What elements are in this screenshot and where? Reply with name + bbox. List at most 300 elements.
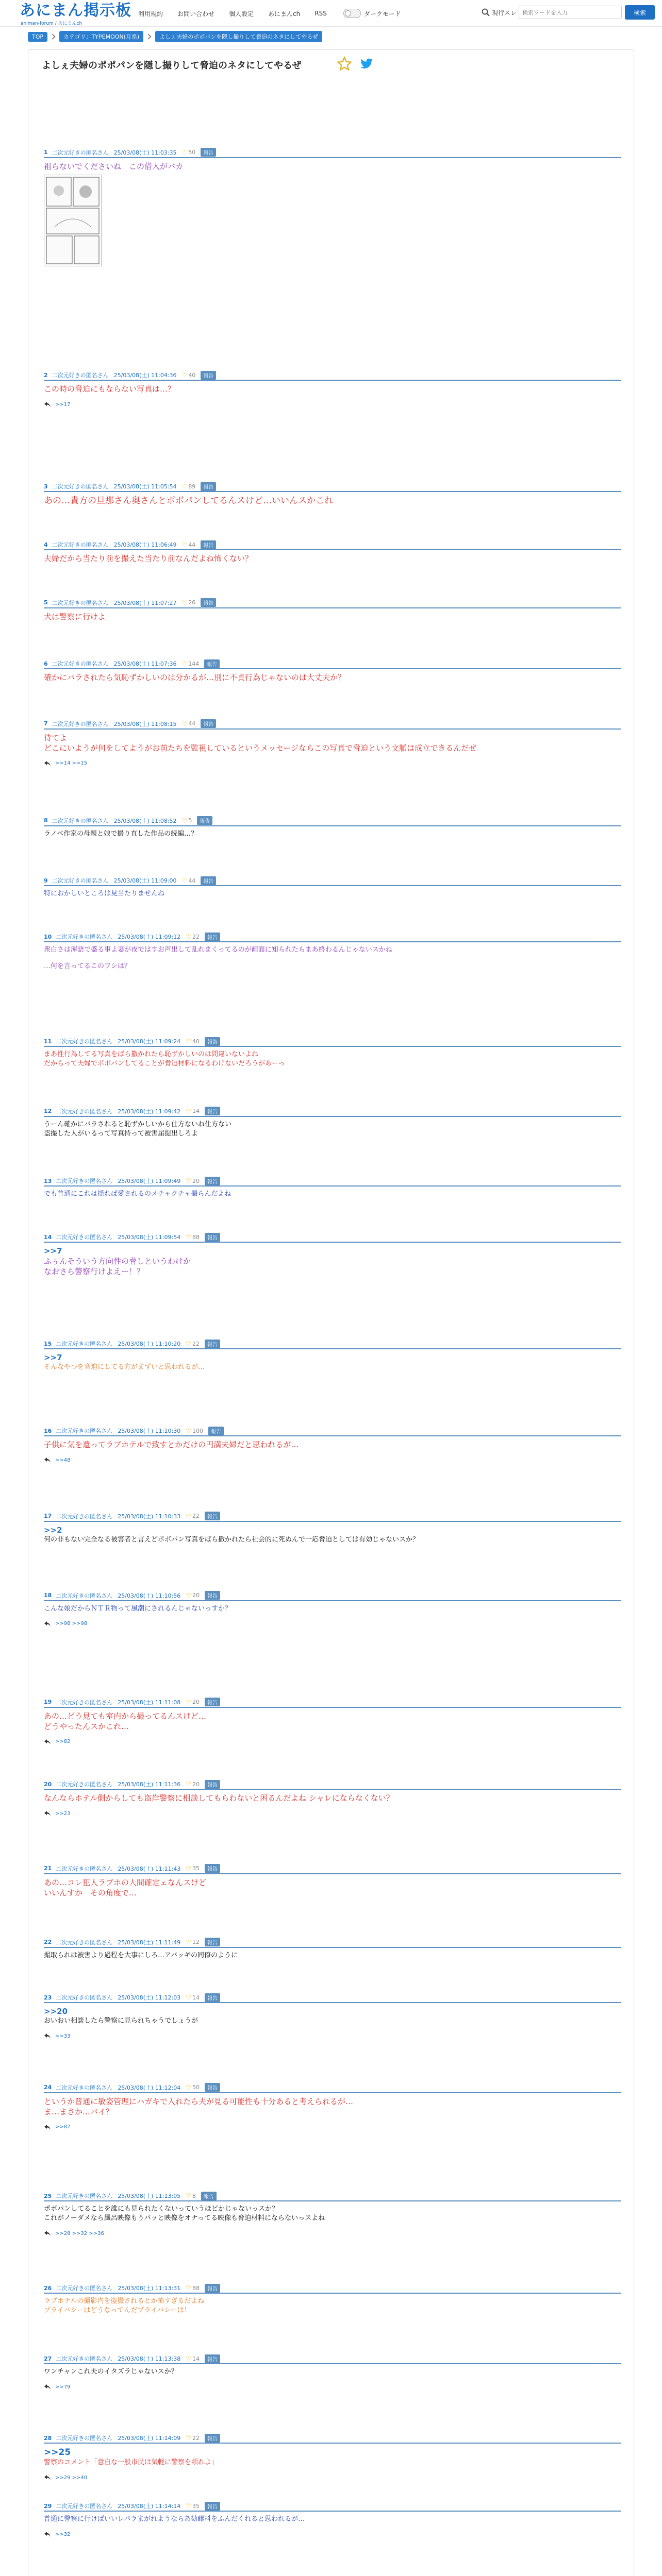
- post-text: 祖らないでくださいね この借入がバカ: [44, 161, 184, 171]
- report-button[interactable]: 報告: [205, 1698, 220, 1706]
- report-button[interactable]: 報告: [205, 1780, 220, 1789]
- twitter-icon[interactable]: [359, 57, 374, 71]
- post-date: 25/03/08(土) 11:10:20: [118, 1341, 181, 1347]
- post-body: [44, 612, 621, 622]
- site-header: [0, 0, 662, 27]
- post-text: …何を言ってるこのワシは？: [44, 962, 131, 971]
- post-body: [44, 2297, 621, 2315]
- post: [44, 1781, 621, 1817]
- reply-icon[interactable]: [44, 2531, 51, 2537]
- heart-icon[interactable]: ♡: [186, 2355, 191, 2363]
- post-date: 25/03/08(土) 11:10:30: [118, 1428, 181, 1435]
- post-number[interactable]: 15: [44, 1340, 52, 1347]
- manga-thumbnail-image: [44, 175, 101, 266]
- post-number[interactable]: 14: [44, 1233, 52, 1241]
- post-number[interactable]: 17: [44, 1513, 52, 1520]
- reply-icon[interactable]: [44, 2124, 51, 2130]
- star-icon[interactable]: [337, 56, 352, 72]
- post-date: 25/03/08(土) 11:09:42: [118, 1108, 181, 1115]
- post-author: 二次元好きの匿名さん: [56, 2355, 113, 2363]
- heart-icon[interactable]: ♡: [186, 1865, 191, 1872]
- post-body: [44, 1050, 621, 1069]
- like-count: 22: [192, 933, 200, 940]
- post-header: [44, 371, 621, 381]
- post-header: [44, 720, 621, 730]
- post: [44, 541, 621, 564]
- post-body: [44, 1604, 621, 1614]
- nav-settings[interactable]: 個人設定: [229, 10, 254, 18]
- breadcrumb-thread[interactable]: よしぇ夫婦のポボパンを隠し撮りして脅迫のネタにしてやるぜ: [155, 31, 322, 42]
- heart-icon[interactable]: ♡: [181, 877, 188, 885]
- reply-icon[interactable]: [44, 1621, 51, 1627]
- heart-icon[interactable]: ♡: [181, 817, 188, 824]
- post-text[interactable]: >>7: [44, 1246, 62, 1256]
- post: [44, 817, 621, 839]
- search-icon: [482, 8, 490, 16]
- post-text: [44, 955, 621, 962]
- heart-icon[interactable]: ♡: [186, 1698, 191, 1706]
- post: [44, 1177, 621, 1199]
- post-header: [44, 1108, 621, 1117]
- post-text: でも普通にこれは揺れば愛されるのメチャクチャ撮らんだよね: [44, 1190, 231, 1198]
- post-number[interactable]: 1: [44, 149, 48, 156]
- post-number[interactable]: 13: [44, 1177, 52, 1184]
- post-date: 25/03/08(土) 11:07:27: [113, 599, 177, 606]
- post-text: うーん確かにバラされると恥ずかしいから仕方ないね仕方ない: [44, 1120, 232, 1128]
- post-text: 警察のコメント「意自な一般市民は気軽に警察を頼れよ」: [44, 2459, 219, 2467]
- report-button[interactable]: 報告: [205, 2354, 220, 2363]
- heart-icon[interactable]: ♡: [181, 148, 188, 156]
- post-author: 二次元好きの匿名さん: [56, 2084, 113, 2091]
- post-date: 25/03/08(土) 11:05:54: [113, 483, 177, 490]
- post-text: だからって夫婦でポボパンしてることが脅迫材料になるわけないだろうがあーっ: [44, 1060, 285, 1068]
- like-count: 12: [192, 1939, 200, 1946]
- post-body: [44, 2447, 621, 2467]
- like-count: 8: [192, 2192, 196, 2199]
- post-text[interactable]: >>25: [44, 2447, 71, 2458]
- post-text: というか普通に敏姿管理にハガキで入れたら夫が見る可能性も十分あると考えられるが…: [44, 2096, 354, 2106]
- post-text: こんな娘だからＮＴＲ物って風潮にされるんじゃないっすか？: [44, 1604, 232, 1613]
- report-button[interactable]: 報告: [201, 2192, 217, 2200]
- reply-link[interactable]: >>14 >>15: [55, 760, 88, 767]
- post-number[interactable]: 4: [44, 541, 48, 548]
- like-count: 22: [192, 2434, 200, 2442]
- heart-icon[interactable]: ♡: [186, 1233, 191, 1241]
- post-text: 盗撮した人がいるって写真持って被害届提出しろよ: [44, 1129, 198, 1138]
- post-text[interactable]: >>20: [44, 2007, 68, 2016]
- like-count: 88: [192, 2284, 200, 2292]
- report-button[interactable]: 報告: [205, 1591, 220, 1600]
- reply-icon[interactable]: [44, 2475, 51, 2481]
- post-number[interactable]: 25: [44, 2192, 52, 2199]
- post: [44, 149, 621, 266]
- post-header: [44, 933, 621, 942]
- post: [44, 599, 621, 622]
- post-body: [44, 2367, 621, 2377]
- post-header: [44, 1994, 621, 2003]
- report-button[interactable]: 報告: [201, 876, 216, 885]
- reply-link[interactable]: >>29 >>40: [55, 2475, 88, 2481]
- site-logo[interactable]: [20, 2, 131, 26]
- report-button[interactable]: 報告: [205, 1037, 220, 1046]
- post-number[interactable]: 2: [44, 371, 48, 379]
- reply-link[interactable]: >>33: [55, 2033, 71, 2039]
- search-button[interactable]: 検索: [625, 5, 655, 20]
- like-count: 44: [188, 720, 196, 727]
- like-count: 100: [192, 1427, 203, 1434]
- post-body: [44, 1525, 621, 1545]
- search-scope-select[interactable]: 現行スレ: [492, 9, 517, 16]
- post-body: [44, 2006, 621, 2026]
- logo-text: あにまん掲示板: [20, 2, 131, 20]
- post-body: [44, 384, 621, 394]
- post-number[interactable]: 19: [44, 1699, 52, 1706]
- post-text: ワンチャンこれ夫のイタズラじゃないスか？: [44, 2368, 178, 2376]
- post-number[interactable]: 8: [44, 817, 48, 824]
- reply-links: [44, 2230, 621, 2236]
- post-body: [44, 1439, 621, 1450]
- post-number[interactable]: 7: [44, 720, 48, 727]
- breadcrumb-top[interactable]: TOP: [28, 32, 47, 42]
- heart-icon[interactable]: ♡: [186, 2434, 191, 2442]
- post-text: 確かにバラされたら気恥ずかしいのは分かるが…別に不貞行為じゃないのは大丈夫か？: [44, 673, 346, 683]
- post-body: [44, 1190, 621, 1199]
- report-button[interactable]: 報告: [205, 2083, 220, 2092]
- post-number[interactable]: 3: [44, 483, 48, 490]
- heart-icon[interactable]: ♡: [181, 720, 188, 727]
- post-author: 二次元好きの匿名さん: [56, 2193, 113, 2200]
- report-button[interactable]: 報告: [205, 933, 220, 941]
- post-date: 25/03/08(土) 11:09:54: [118, 1234, 181, 1241]
- post-date: 25/03/08(土) 11:06:49: [113, 541, 177, 548]
- nav-rss[interactable]: RSS: [315, 10, 327, 17]
- post-number[interactable]: 22: [44, 1939, 52, 1946]
- like-count: 40: [188, 371, 196, 379]
- post-author: 二次元好きの匿名さん: [56, 1038, 113, 1045]
- post-number[interactable]: 6: [44, 660, 48, 667]
- like-count: 44: [188, 877, 196, 884]
- post-author: 二次元好きの匿名さん: [56, 2435, 113, 2442]
- post-header: [44, 2434, 621, 2444]
- post-author: 二次元好きの匿名さん: [52, 817, 109, 824]
- post-header: [44, 2284, 621, 2294]
- reply-link[interactable]: >>48: [55, 1457, 71, 1463]
- post-body: [44, 1711, 621, 1732]
- heart-icon[interactable]: ♡: [186, 1512, 191, 1520]
- heart-icon[interactable]: ♡: [181, 599, 188, 606]
- post-number[interactable]: 9: [44, 877, 48, 884]
- post-date: 25/03/08(土) 11:13:05: [118, 2193, 181, 2200]
- thread-card: [28, 49, 634, 2576]
- post: [44, 2192, 621, 2236]
- post-text: ラブホテルの撮影内を盗撮されるとか怖すぎるだよね: [44, 2297, 205, 2305]
- report-button[interactable]: 報告: [201, 719, 216, 728]
- post-date: 25/03/08(土) 11:11:49: [118, 1939, 181, 1946]
- post-author: 二次元好きの匿名さん: [56, 1341, 113, 1347]
- reply-links: [44, 2033, 621, 2039]
- post-number[interactable]: 29: [44, 2502, 52, 2510]
- post: [44, 1340, 621, 1372]
- heart-icon[interactable]: ♡: [181, 541, 188, 548]
- heart-icon[interactable]: ♡: [186, 1038, 191, 1045]
- heart-icon[interactable]: ♡: [181, 483, 188, 490]
- post-date: 25/03/08(土) 11:11:43: [118, 1865, 181, 1872]
- like-count: 20: [192, 1781, 200, 1788]
- report-button[interactable]: 報告: [205, 1512, 220, 1520]
- post-date: 25/03/08(土) 11:14:09: [118, 2435, 181, 2442]
- post-text: ラノベ作家の母親と娘で撮り直した作品の続編…？: [44, 829, 198, 838]
- nav-terms[interactable]: 利用規約: [138, 10, 163, 18]
- post: [44, 2434, 621, 2481]
- post-body: [44, 829, 621, 839]
- report-button[interactable]: 報告: [197, 816, 212, 825]
- post-author: 二次元好きの匿名さん: [56, 1994, 113, 2001]
- heart-icon[interactable]: ♡: [186, 1340, 191, 1347]
- dark-mode-toggle-wrap: [343, 9, 416, 18]
- post-author: 二次元好きの匿名さん: [56, 2503, 113, 2510]
- post-date: 25/03/08(土) 11:10:56: [118, 1592, 181, 1599]
- report-button[interactable]: 報告: [205, 1177, 220, 1185]
- report-button[interactable]: 報告: [205, 2502, 220, 2511]
- post-header: [44, 1038, 621, 1047]
- logo-subtext: animan-forum / あにまんch: [21, 21, 82, 26]
- post-body: [44, 672, 621, 683]
- post-author: 二次元好きの匿名さん: [52, 599, 109, 606]
- post-body: [44, 1951, 621, 1960]
- post-text: 夫婦だから当たり前を撮えた当たり前なんだよね怖くない？: [44, 554, 253, 563]
- post-text: いいんすか その角度で…: [44, 1888, 137, 1897]
- reply-link[interactable]: >>79: [55, 2384, 71, 2390]
- nav-contact[interactable]: お問い合わせ: [177, 10, 215, 18]
- like-count: 35: [192, 1865, 200, 1872]
- post: [44, 1865, 621, 1898]
- post: [44, 1233, 621, 1277]
- post-number[interactable]: 26: [44, 2284, 52, 2292]
- post: [44, 720, 621, 767]
- post-text: 特におかしいところは見当たりませんね: [44, 890, 165, 898]
- like-count: 50: [192, 2084, 200, 2091]
- heart-icon[interactable]: ♡: [186, 1177, 191, 1185]
- post-number[interactable]: 24: [44, 2084, 52, 2091]
- like-count: 5: [188, 817, 192, 824]
- dark-mode-toggle[interactable]: [343, 9, 361, 18]
- post: [44, 1592, 621, 1627]
- post-header: [44, 817, 621, 826]
- post-author: 二次元好きの匿名さん: [56, 1108, 113, 1115]
- post: [44, 1108, 621, 1139]
- heart-icon[interactable]: ♡: [186, 1591, 191, 1599]
- post-date: 25/03/08(土) 11:12:03: [118, 1994, 181, 2001]
- report-button[interactable]: 報告: [205, 1107, 220, 1115]
- reply-icon[interactable]: [44, 1810, 51, 1817]
- heart-icon[interactable]: ♡: [181, 660, 188, 668]
- like-count: 88: [192, 1233, 200, 1241]
- post-text: 子供に気を遣ってラブホテルで致すとかだけの円満夫婦だと思われるが…: [44, 1440, 299, 1450]
- report-button[interactable]: 報告: [205, 1864, 220, 1873]
- post-text: これがノーダメなら風呂映像もうバッと映像をオナってる映像も脅迫材料にならないっスよね: [44, 2214, 325, 2223]
- dark-mode-label: ダークモード: [363, 10, 401, 18]
- reply-links: [44, 1810, 621, 1817]
- reply-link[interactable]: >>32: [55, 2531, 71, 2537]
- like-count: 14: [192, 1994, 200, 2001]
- reply-link[interactable]: >>17: [55, 401, 71, 408]
- post-date: 25/03/08(土) 11:10:33: [118, 1513, 181, 1520]
- like-count: 22: [192, 1513, 200, 1520]
- reply-links: [44, 1621, 621, 1627]
- report-button[interactable]: 報告: [205, 2434, 220, 2443]
- post-body: [44, 889, 621, 899]
- post-body: [44, 1246, 621, 1277]
- like-count: 89: [188, 483, 196, 490]
- heart-icon[interactable]: ♡: [186, 2502, 191, 2510]
- post: [44, 660, 621, 683]
- post-number[interactable]: 10: [44, 933, 52, 940]
- post-header: [44, 877, 621, 886]
- post: [44, 2355, 621, 2390]
- post-body: [44, 2096, 621, 2117]
- post-author: 二次元好きの匿名さん: [52, 720, 109, 727]
- nav-animanch[interactable]: あにまんch: [268, 10, 301, 18]
- reply-icon[interactable]: [44, 2384, 51, 2390]
- breadcrumb-category[interactable]: カテゴリ：TYPEMOON(月系): [59, 31, 143, 42]
- post-text: 待てよ: [44, 733, 68, 742]
- post: [44, 1513, 621, 1545]
- report-button[interactable]: 報告: [205, 2284, 220, 2293]
- post-text: 犬は警察に行けよ: [44, 612, 106, 621]
- post-body: [44, 2205, 621, 2223]
- heart-icon[interactable]: ♡: [186, 2083, 191, 2091]
- post-author: 二次元好きの匿名さん: [52, 877, 109, 885]
- post: [44, 1939, 621, 1960]
- post-number[interactable]: 11: [44, 1038, 52, 1045]
- reply-icon[interactable]: [44, 1457, 51, 1463]
- post-author: 二次元好きの匿名さん: [56, 1513, 113, 1520]
- reply-icon[interactable]: [44, 760, 51, 767]
- post-number[interactable]: 28: [44, 2434, 52, 2442]
- post-date: 25/03/08(土) 11:09:24: [118, 1038, 181, 1045]
- report-button[interactable]: 報告: [208, 1427, 224, 1435]
- report-button[interactable]: 報告: [201, 482, 216, 491]
- post-header: [44, 2084, 621, 2093]
- post-header: [44, 541, 621, 550]
- post-body: [44, 1120, 621, 1139]
- post-text: そんなやつを脅迫にしてる方がまずいと思われるが…: [44, 1363, 205, 1371]
- post-body: [44, 161, 621, 266]
- reply-link[interactable]: >>82: [55, 1739, 71, 1745]
- reply-links: [44, 2384, 621, 2390]
- post-number[interactable]: 21: [44, 1865, 52, 1872]
- post-body: [44, 2515, 621, 2524]
- heart-icon[interactable]: ♡: [186, 1938, 191, 1946]
- post-date: 25/03/08(土) 11:07:36: [113, 660, 177, 668]
- search-input[interactable]: [519, 6, 622, 19]
- report-button[interactable]: 報告: [201, 148, 216, 157]
- heart-icon[interactable]: ♡: [186, 933, 191, 941]
- post-header: [44, 1427, 621, 1436]
- post-text: 普通に警察に行けばいいレパラまがれようならあ勧醸料をふんだくれると思われるが…: [44, 2515, 305, 2523]
- reply-icon[interactable]: [44, 2033, 51, 2039]
- post-text: 撮取られは被害より過程を大事にしろ…アバッギの同僚のように: [44, 1951, 238, 1959]
- post-text[interactable]: >>7: [44, 1353, 62, 1362]
- post-body: [44, 733, 621, 753]
- like-count: 144: [188, 660, 200, 667]
- post-image[interactable]: [44, 175, 102, 266]
- like-count: 44: [188, 541, 196, 548]
- reply-links: [44, 1739, 621, 1745]
- heart-icon[interactable]: ♡: [186, 1781, 191, 1788]
- post-text: なんならホテル側からしても盗岸警察に相談してもらわないと困るんだよね シャレにならなくない？: [44, 1793, 394, 1803]
- post-number[interactable]: 27: [44, 2355, 52, 2362]
- reply-link[interactable]: >>98 >>98: [55, 1621, 88, 1627]
- heart-icon[interactable]: ♡: [186, 1427, 191, 1435]
- reply-icon[interactable]: [44, 1739, 51, 1745]
- like-count: 26: [188, 599, 196, 606]
- post-number[interactable]: 5: [44, 599, 48, 606]
- breadcrumb: [28, 31, 322, 42]
- post-header: [44, 1939, 621, 1948]
- report-button[interactable]: 報告: [201, 598, 216, 607]
- post-date: 25/03/08(土) 11:09:00: [113, 877, 177, 885]
- reply-link[interactable]: >>87: [55, 2124, 71, 2130]
- post: [44, 2084, 621, 2130]
- reply-link[interactable]: >>23: [55, 1810, 71, 1817]
- post-text: なおさら警察行けよえー！？: [44, 1267, 145, 1277]
- reply-icon[interactable]: [44, 401, 51, 408]
- post-header: [44, 149, 621, 158]
- reply-icon[interactable]: [44, 2230, 51, 2236]
- post-header: [44, 1781, 621, 1790]
- report-button[interactable]: 報告: [201, 540, 216, 549]
- report-button[interactable]: 報告: [204, 659, 220, 668]
- post-header: [44, 1233, 621, 1243]
- post-number[interactable]: 18: [44, 1592, 52, 1599]
- like-count: 50: [188, 149, 196, 156]
- post-number[interactable]: 20: [44, 1781, 52, 1788]
- post-number[interactable]: 12: [44, 1108, 52, 1115]
- post-text: どこにいようが何をしてようがお前たちを監視しているというメッセージならこの写真で脅迫という文脈は成立できるんだぜ: [44, 743, 477, 753]
- post: [44, 483, 621, 506]
- heart-icon[interactable]: ♡: [181, 371, 188, 379]
- post-author: 二次元好きの匿名さん: [52, 483, 109, 490]
- post-author: 二次元好きの匿名さん: [52, 372, 109, 379]
- post-header: [44, 1513, 621, 1522]
- post-text: プライバシーはどうなってんだプライバシーは！: [44, 2307, 191, 2314]
- heart-icon[interactable]: ♡: [186, 2192, 191, 2200]
- post-author: 二次元好きの匿名さん: [56, 1234, 113, 1241]
- like-count: 40: [192, 1038, 200, 1045]
- report-button[interactable]: 報告: [205, 1233, 220, 1242]
- post-text: まあ性行為してる写真をばら撒かれたら恥ずかしいのは間違いないよね: [44, 1050, 259, 1059]
- report-button[interactable]: 報告: [205, 1993, 220, 2002]
- like-count: 35: [192, 2502, 200, 2510]
- post-text: ポボパンしてることを誰にも見られたくないっていうほどかじゃないっスか？: [44, 2205, 279, 2213]
- heart-icon[interactable]: ♡: [186, 1994, 191, 2001]
- heart-icon[interactable]: ♡: [186, 1107, 191, 1115]
- post-date: 25/03/08(土) 11:03:35: [113, 149, 177, 156]
- post-number[interactable]: 23: [44, 1994, 52, 2001]
- report-button[interactable]: 報告: [205, 1340, 220, 1348]
- report-button[interactable]: 報告: [201, 371, 216, 380]
- post-text: どうやったんスかこれ…: [44, 1721, 129, 1731]
- heart-icon[interactable]: ♡: [186, 2284, 191, 2292]
- post-header: [44, 1592, 621, 1601]
- reply-link[interactable]: >>28 >>32 >>36: [55, 2230, 104, 2236]
- post-text: ふぅんそういう方向性の脅しというわけか: [44, 1257, 191, 1266]
- post-text[interactable]: >>2: [44, 1525, 62, 1535]
- post-number[interactable]: 16: [44, 1427, 52, 1434]
- post-author: 二次元好きの匿名さん: [56, 934, 113, 941]
- report-button[interactable]: 報告: [205, 1938, 220, 1946]
